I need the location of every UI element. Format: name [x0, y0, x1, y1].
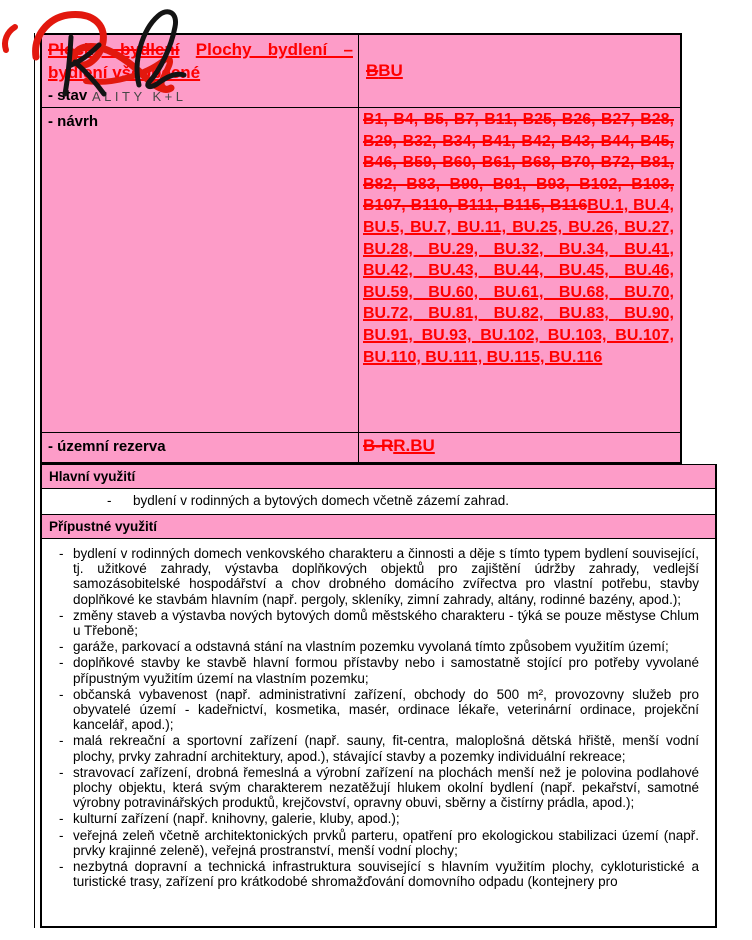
navrh-label-cell — [42, 108, 359, 432]
bullet-dash: - — [59, 686, 64, 702]
zone-title-deleted: Plochy bydlení — [48, 40, 180, 59]
bullet-text: stravovací zařízení, drobná řemeslná a výrobní zařízení na plochách menší než je polovina podlahové plochy objektu, která svým charakterem nezatěžují hlukem okolní bydlení (např. pekařství, samotné výrobny potravinářských produktů, krejčovství, opravny obuvi, sběrny a čistírny prádla, apod.); — [73, 764, 699, 811]
zone-title — [42, 35, 358, 84]
list-item — [42, 859, 699, 889]
bullet-text: změny staveb a výstavba nových bytových domů městského charakteru - týká se pouze městyse Chlum u Třeboně; — [73, 607, 699, 639]
table-row — [42, 107, 680, 432]
navrh-codes-deleted: B1, B4, B5, B7, B11, B25, B26, B27, B28, B29, B32, B34, B41, B42, B43, B44, B45, B46, B59, B60, B61, B68, B70, B72, B81, B82, B83, B90, B91, B93, B102, B103, B107, B110, B111, B115, B116 — [363, 111, 674, 215]
bullet-dash: - — [59, 764, 64, 780]
zone-code-inserted: BU — [378, 61, 403, 80]
rezerva-code-deleted: B-R — [363, 436, 394, 455]
bullet-text: kulturní zařízení (např. knihovny, galerie, kluby, apod.); — [73, 811, 400, 827]
list-item — [42, 655, 699, 685]
bullet-dash: - — [59, 655, 64, 671]
bullet-dash: - — [59, 546, 64, 561]
zone-code-cell — [359, 35, 680, 107]
stav-label: - stav — [48, 87, 88, 104]
bullet-text: malá rekreační a sportovní zařízení (např. sauny, fit-centra, maloplošná dětská hřiště, menší vodní plochy, prvky zahradní architektury, apod.), stávající stavby a pozemky individuální rekreace; — [73, 733, 699, 764]
hlavni-item-text: bydlení v rodinných a bytových domech včetně zázemí zahrad. — [133, 493, 509, 508]
rezerva-codes — [359, 433, 680, 456]
rezerva-label: - územní rezerva — [48, 438, 166, 455]
section-heading-hlavni: Hlavní využití — [42, 464, 715, 489]
zone-code — [359, 35, 680, 107]
bullet-dash: - — [59, 859, 64, 875]
bullet-text: doplňkové stavby ke stavbě hlavní formou přístavby nebo i samostatně stojící pro potřeby vyvolané přípustným využitím území na vlastním pozemku; — [73, 655, 699, 686]
list-item — [42, 733, 699, 763]
zone-code-deleted: B — [366, 61, 379, 80]
table-row — [42, 432, 680, 462]
list-item — [42, 828, 699, 858]
list-item — [42, 687, 699, 733]
bullet-dash: - — [59, 827, 64, 843]
zone-title-cell — [42, 35, 359, 107]
rezerva-code-inserted: R.BU — [393, 436, 435, 455]
bullet-dash: - — [59, 811, 64, 827]
navrh-codes — [359, 108, 680, 368]
bullet-text: garáže, parkovací a odstavná stání na vlastním pozemku vyvolaná tímto způsobem využitím území; — [73, 639, 669, 655]
bullet-text: občanská vybavenost (např. administrativní zařízení, obchody do 500 m², provozovny služeb pro obyvatelé území - kadeřnictví, kosmetika, masér, ordinace lékaře, veterinární ordinace, projekční kancelář, apod.); — [73, 686, 699, 733]
bullet-dash: - — [59, 607, 64, 623]
zone-title-inserted: Plochy bydlení – bydlení všeobecné — [48, 40, 353, 82]
page-column-rule — [34, 33, 35, 928]
list-item — [42, 639, 699, 654]
list-item — [42, 765, 699, 811]
navrh-codes-cell — [359, 108, 680, 432]
bullet-text: bydlení v rodinných domech venkovského charakteru a činnosti a děje s tímto typem bydlení související, tj. užitkové zahrady, výstavba doplňkových objektů pro zajištění údržby zahrady, vedlejší samozásobitelské hospodářství a chov drobného domácího zvířectva pro vlastní potřebu, stavby doplňkové ke stavbám hlavním (např. pergoly, skleníky, zimní zahrady, altány, rodinné bazény, apod.); — [73, 546, 699, 607]
bullet-dash: - — [107, 493, 112, 508]
list-item — [42, 546, 699, 607]
regulations-table — [40, 464, 717, 928]
watermark-stamp: ALITY K+L — [92, 89, 187, 104]
bullet-dash: - — [59, 733, 64, 749]
bullet-text: veřejná zeleň včetně architektonických prvků parteru, opatření pro ekologickou stabilizaci území (např. prvky krajinné zeleně), veřejná prostranství, menší vodní plochy; — [73, 827, 699, 858]
pripustne-list — [42, 539, 715, 889]
hlavni-item-row — [42, 489, 715, 514]
bullet-dash: - — [59, 639, 64, 655]
list-item — [42, 811, 699, 826]
navrh-label: - návrh — [48, 113, 99, 130]
navrh-codes-inserted: BU.1, BU.4, BU.5, BU.7, BU.11, BU.25, BU.26, BU.27, BU.28, BU.29, BU.32, BU.34, BU.41, BU.42, BU.43, BU.44, BU.45, BU.46, BU.59, BU.60, BU.61, BU.68, BU.70, BU.72, BU.81, BU.82, BU.83, BU.90, BU.91, BU.93, BU.102, BU.103, BU.107, BU.110, BU.111, BU.115, BU.116 — [363, 197, 674, 366]
section-heading-pripustne: Přípustné využití — [42, 514, 715, 539]
rezerva-label-cell — [42, 433, 359, 462]
bullet-text: nezbytná dopravní a technická infrastruktura související s hlavním využitím plochy, cykloturistické a turistické trasy, zařízení pro krátkodobé shromažďování domovního odpadu (kontejnery pro — [73, 859, 699, 890]
rezerva-codes-cell — [359, 433, 680, 462]
zoning-table — [40, 33, 682, 464]
list-item — [42, 608, 699, 638]
table-row — [42, 35, 680, 107]
